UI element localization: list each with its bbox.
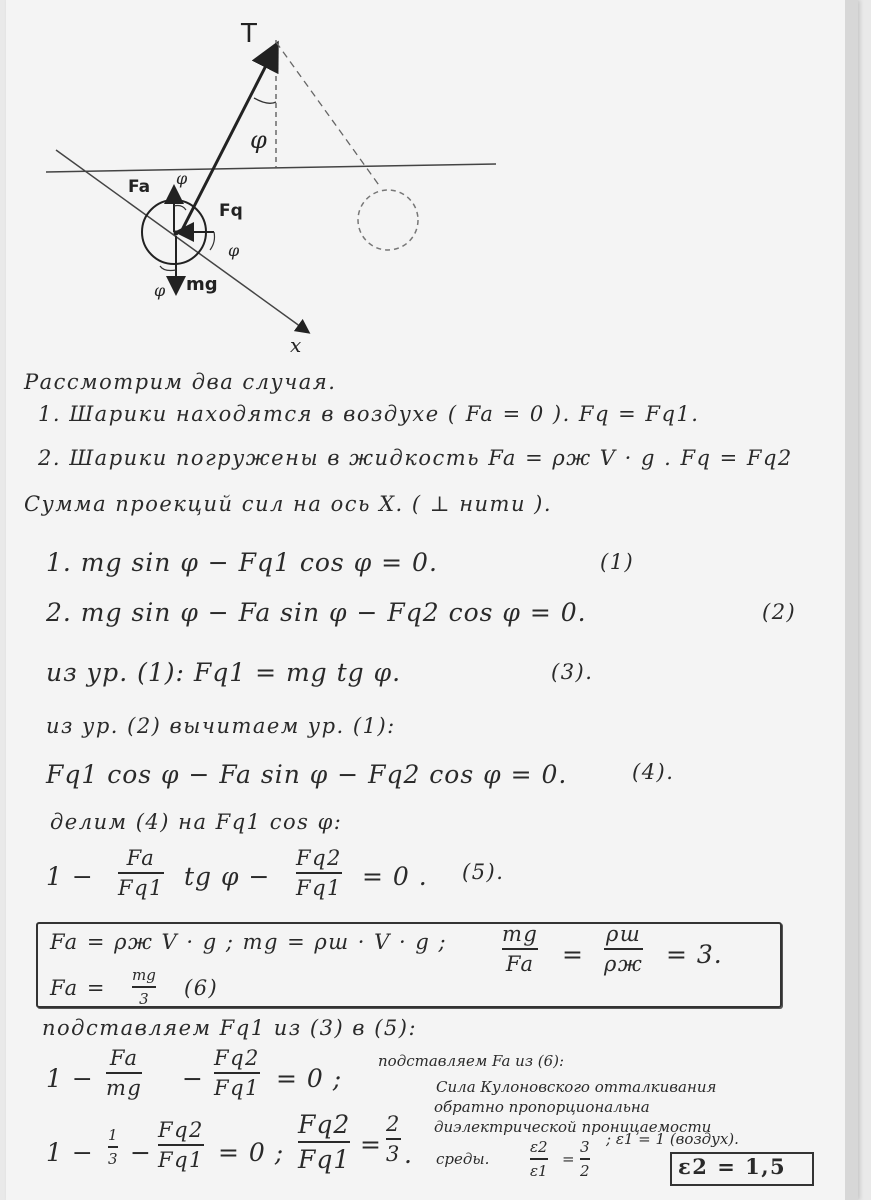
fraction-denominator: Fq1 (214, 1076, 260, 1100)
fraction-1-3 (108, 1126, 118, 1168)
equation-5-number: (5). (462, 860, 505, 884)
line-projection-sum: Сумма проекций сил на ось X. ( ⊥ нити ). (24, 492, 553, 516)
fraction-fa-mg (106, 1046, 142, 1100)
angle-fa-label: φ (176, 169, 188, 188)
equation-2-number: (2) (762, 600, 797, 624)
line-case-liquid: 2. Шарики погружены в жидкость Fa = ρж V · g . Fq = Fq2 (38, 446, 793, 470)
fraction-mg-fa (502, 922, 538, 976)
equation-7-minus: − (130, 1138, 152, 1167)
equation-5-start: 1 − (46, 862, 94, 891)
fraction-bar (158, 1144, 204, 1146)
note-line-2: обратно пропорциональна (434, 1098, 650, 1116)
fraction-numerator: mg (502, 922, 539, 946)
fraction-fq2-fq1-d (298, 1110, 350, 1174)
fraction-bar (502, 948, 538, 950)
equation-7-equals: = (360, 1130, 382, 1159)
force-diagram (36, 20, 496, 380)
equation-2: 2. mg sin φ − Fa sin φ − Fq2 cos φ = 0. (46, 598, 587, 627)
fraction-bar (530, 1158, 548, 1160)
fraction-2-3 (386, 1112, 401, 1166)
tension-label: T (241, 20, 257, 49)
eps-air: ; ε1 = 1 (воздух). (606, 1130, 739, 1148)
page-edge (845, 0, 858, 1200)
fraction-numerator: 3 (580, 1138, 590, 1156)
fraction-denominator: Fa (505, 952, 535, 976)
angle-bottom-label: φ (154, 281, 166, 300)
angle-arc-fa (174, 206, 186, 211)
equation-5-mid: tg φ − (184, 862, 271, 891)
fraction-bar (108, 1146, 118, 1148)
fraction-numerator: mg (132, 966, 156, 984)
fraction-fa-fq1 (118, 846, 164, 900)
boxed-line-1: Fa = ρж V · g ; mg = ρш · V · g ; (50, 930, 448, 954)
fraction-fq2-fq1-c (158, 1118, 204, 1172)
line-substitute-fq1: подставляем Fq1 из (3) в (5): (42, 1016, 418, 1040)
fraction-numerator: 1 (108, 1126, 118, 1144)
fraction-bar (386, 1138, 401, 1140)
fraction-rho (604, 922, 643, 976)
fraction-mg-3 (132, 966, 156, 1008)
equation-1-number: (1) (600, 550, 635, 574)
equation-6-minus: − (182, 1064, 204, 1093)
fraction-denominator: Fq1 (158, 1148, 204, 1172)
angle-arc-bottom (160, 266, 176, 271)
fraction-numerator: Fq2 (158, 1118, 204, 1142)
fraction-bar (118, 872, 164, 874)
equation-3: из ур. (1): Fq1 = mg tg φ. (46, 658, 402, 687)
fraction-numerator: ρш (605, 922, 642, 946)
eps-equals: = (562, 1150, 575, 1168)
fraction-bar (214, 1072, 260, 1074)
line-substitute-fa: подставляем Fa из (6): (378, 1052, 565, 1070)
fq-label: Fq (219, 201, 243, 221)
equation-6-start: 1 − (46, 1064, 94, 1093)
line-divide: делим (4) на Fq1 cos φ: (50, 810, 343, 834)
boxed-line-2: Fa = (50, 976, 106, 1000)
fraction-denominator: ε1 (530, 1162, 548, 1180)
answer-eps2: ε2 = 1,5 (678, 1154, 787, 1179)
fraction-fq2-fq1 (296, 846, 342, 900)
boxed-equals: = (562, 940, 584, 969)
note-line-4: среды. (436, 1150, 490, 1168)
fraction-numerator: ε2 (530, 1138, 548, 1156)
equation-7-period: . (404, 1140, 413, 1169)
paper-sheet (6, 0, 858, 1200)
equation-1: 1. mg sin φ − Fq1 cos φ = 0. (46, 548, 438, 577)
second-ball (358, 190, 418, 250)
note-line-1: Сила Кулоновского отталкивания (436, 1078, 717, 1096)
fraction-bar (296, 872, 342, 874)
fraction-denominator: 3 (386, 1142, 401, 1166)
fraction-bar (298, 1141, 350, 1143)
fraction-bar (132, 986, 156, 988)
line-two-cases: Рассмотрим два случая. (24, 370, 337, 394)
line-case-air: 1. Шарики находятся в воздухе ( Fa = 0 ). Fq = Fq1. (38, 402, 700, 426)
equation-7-zero: = 0 ; (218, 1138, 285, 1167)
fraction-3-2 (580, 1138, 590, 1180)
fraction-denominator: mg (106, 1076, 143, 1100)
fraction-bar (106, 1072, 142, 1074)
boxed-ratio-value: = 3. (666, 940, 723, 969)
fraction-denominator: 2 (580, 1162, 590, 1180)
fraction-denominator: Fq1 (298, 1145, 351, 1174)
fraction-denominator: 3 (108, 1150, 118, 1168)
fraction-numerator: Fq2 (298, 1110, 351, 1139)
fraction-numerator: Fq2 (296, 846, 342, 870)
horizontal-line (46, 164, 496, 172)
fraction-denominator: ρж (604, 952, 644, 976)
fraction-bar (580, 1158, 590, 1160)
equation-4-number: (4). (632, 760, 675, 784)
mg-label: mg (186, 274, 218, 295)
equation-4: Fq1 cos φ − Fa sin φ − Fq2 cos φ = 0. (46, 760, 568, 789)
fraction-denominator: Fq1 (296, 876, 342, 900)
equation-5-end: = 0 . (362, 862, 428, 891)
fraction-eps (530, 1138, 548, 1180)
angle-top-label: φ (250, 126, 267, 154)
fraction-numerator: Fa (126, 846, 156, 870)
boxed-number-6: (6) (184, 976, 219, 1000)
x-axis-label: x (290, 333, 302, 357)
equation-6-end: = 0 ; (276, 1064, 343, 1093)
equation-7-start: 1 − (46, 1138, 94, 1167)
fraction-denominator: Fq1 (118, 876, 164, 900)
fraction-fq2-fq1-b (214, 1046, 260, 1100)
fraction-numerator: Fa (109, 1046, 139, 1070)
fraction-denominator: 3 (139, 990, 149, 1008)
fraction-numerator: Fq2 (214, 1046, 260, 1070)
fa-label: Fa (128, 177, 151, 197)
note-line-3: диэлектрической проницаемости (434, 1118, 712, 1136)
angle-right-label: φ (228, 241, 240, 260)
line-subtract: из ур. (2) вычитаем ур. (1): (46, 714, 396, 738)
angle-arc-right (210, 232, 215, 250)
angle-arc-top (254, 98, 276, 103)
fraction-numerator: 2 (386, 1112, 401, 1136)
fraction-bar (604, 948, 643, 950)
equation-3-number: (3). (551, 660, 594, 684)
